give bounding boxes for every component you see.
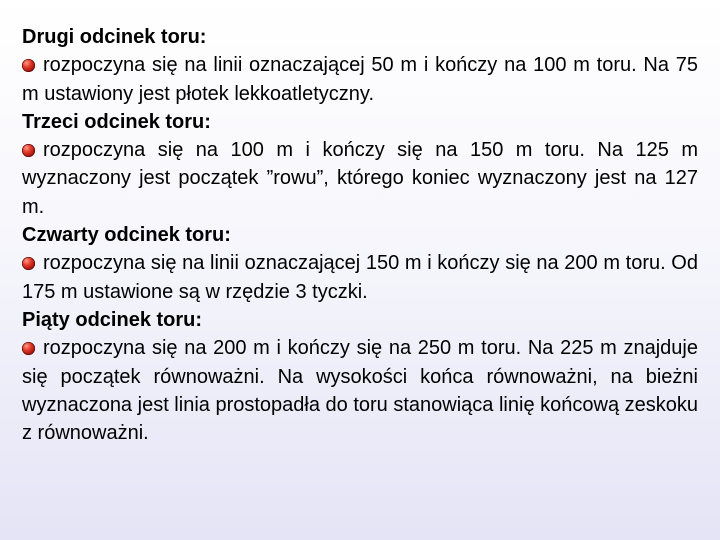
section-text-czwarty: rozpoczyna się na linii oznaczającej 150 m i kończy się na 200 m toru. Od 175 m ustawione są w rzędzie 3 tyczki. bbox=[22, 252, 698, 303]
section-heading-trzeci: Trzeci odcinek toru: bbox=[22, 110, 211, 133]
red-sphere-bullet-icon bbox=[22, 257, 35, 270]
red-sphere-bullet-icon bbox=[22, 144, 35, 157]
section-text-drugi: rozpoczyna się na linii oznaczającej 50 m i kończy na 100 m toru. Na 75 m ustawiony jest płotek lekkoatletyczny. bbox=[22, 54, 698, 105]
section-paragraph-piaty bbox=[22, 334, 698, 447]
section-text-trzeci: rozpoczyna się na 100 m i kończy się na 150 m toru. Na 125 m wyznaczony jest początek ”rowu”, którego koniec wyznaczony jest na 127 m. bbox=[22, 139, 698, 218]
section-paragraph-drugi bbox=[22, 51, 698, 108]
slide-content bbox=[22, 23, 698, 447]
section-text-piaty: rozpoczyna się na 200 m i kończy się na 250 m toru. Na 225 m znajduje się początek równoważni. Na wysokości końca równoważni, na bieżni wyznaczona jest linia prostopadła do toru stanowiąca linię końcową zeskoku z równoważni. bbox=[22, 337, 698, 445]
section-paragraph-czwarty bbox=[22, 249, 698, 306]
red-sphere-bullet-icon bbox=[22, 342, 35, 355]
section-heading-czwarty: Czwarty odcinek toru: bbox=[22, 224, 231, 247]
section-paragraph-trzeci bbox=[22, 136, 698, 221]
red-sphere-bullet-icon bbox=[22, 59, 35, 72]
section-heading-drugi: Drugi odcinek toru: bbox=[22, 26, 207, 48]
section-heading-piaty: Piąty odcinek toru: bbox=[22, 308, 203, 331]
